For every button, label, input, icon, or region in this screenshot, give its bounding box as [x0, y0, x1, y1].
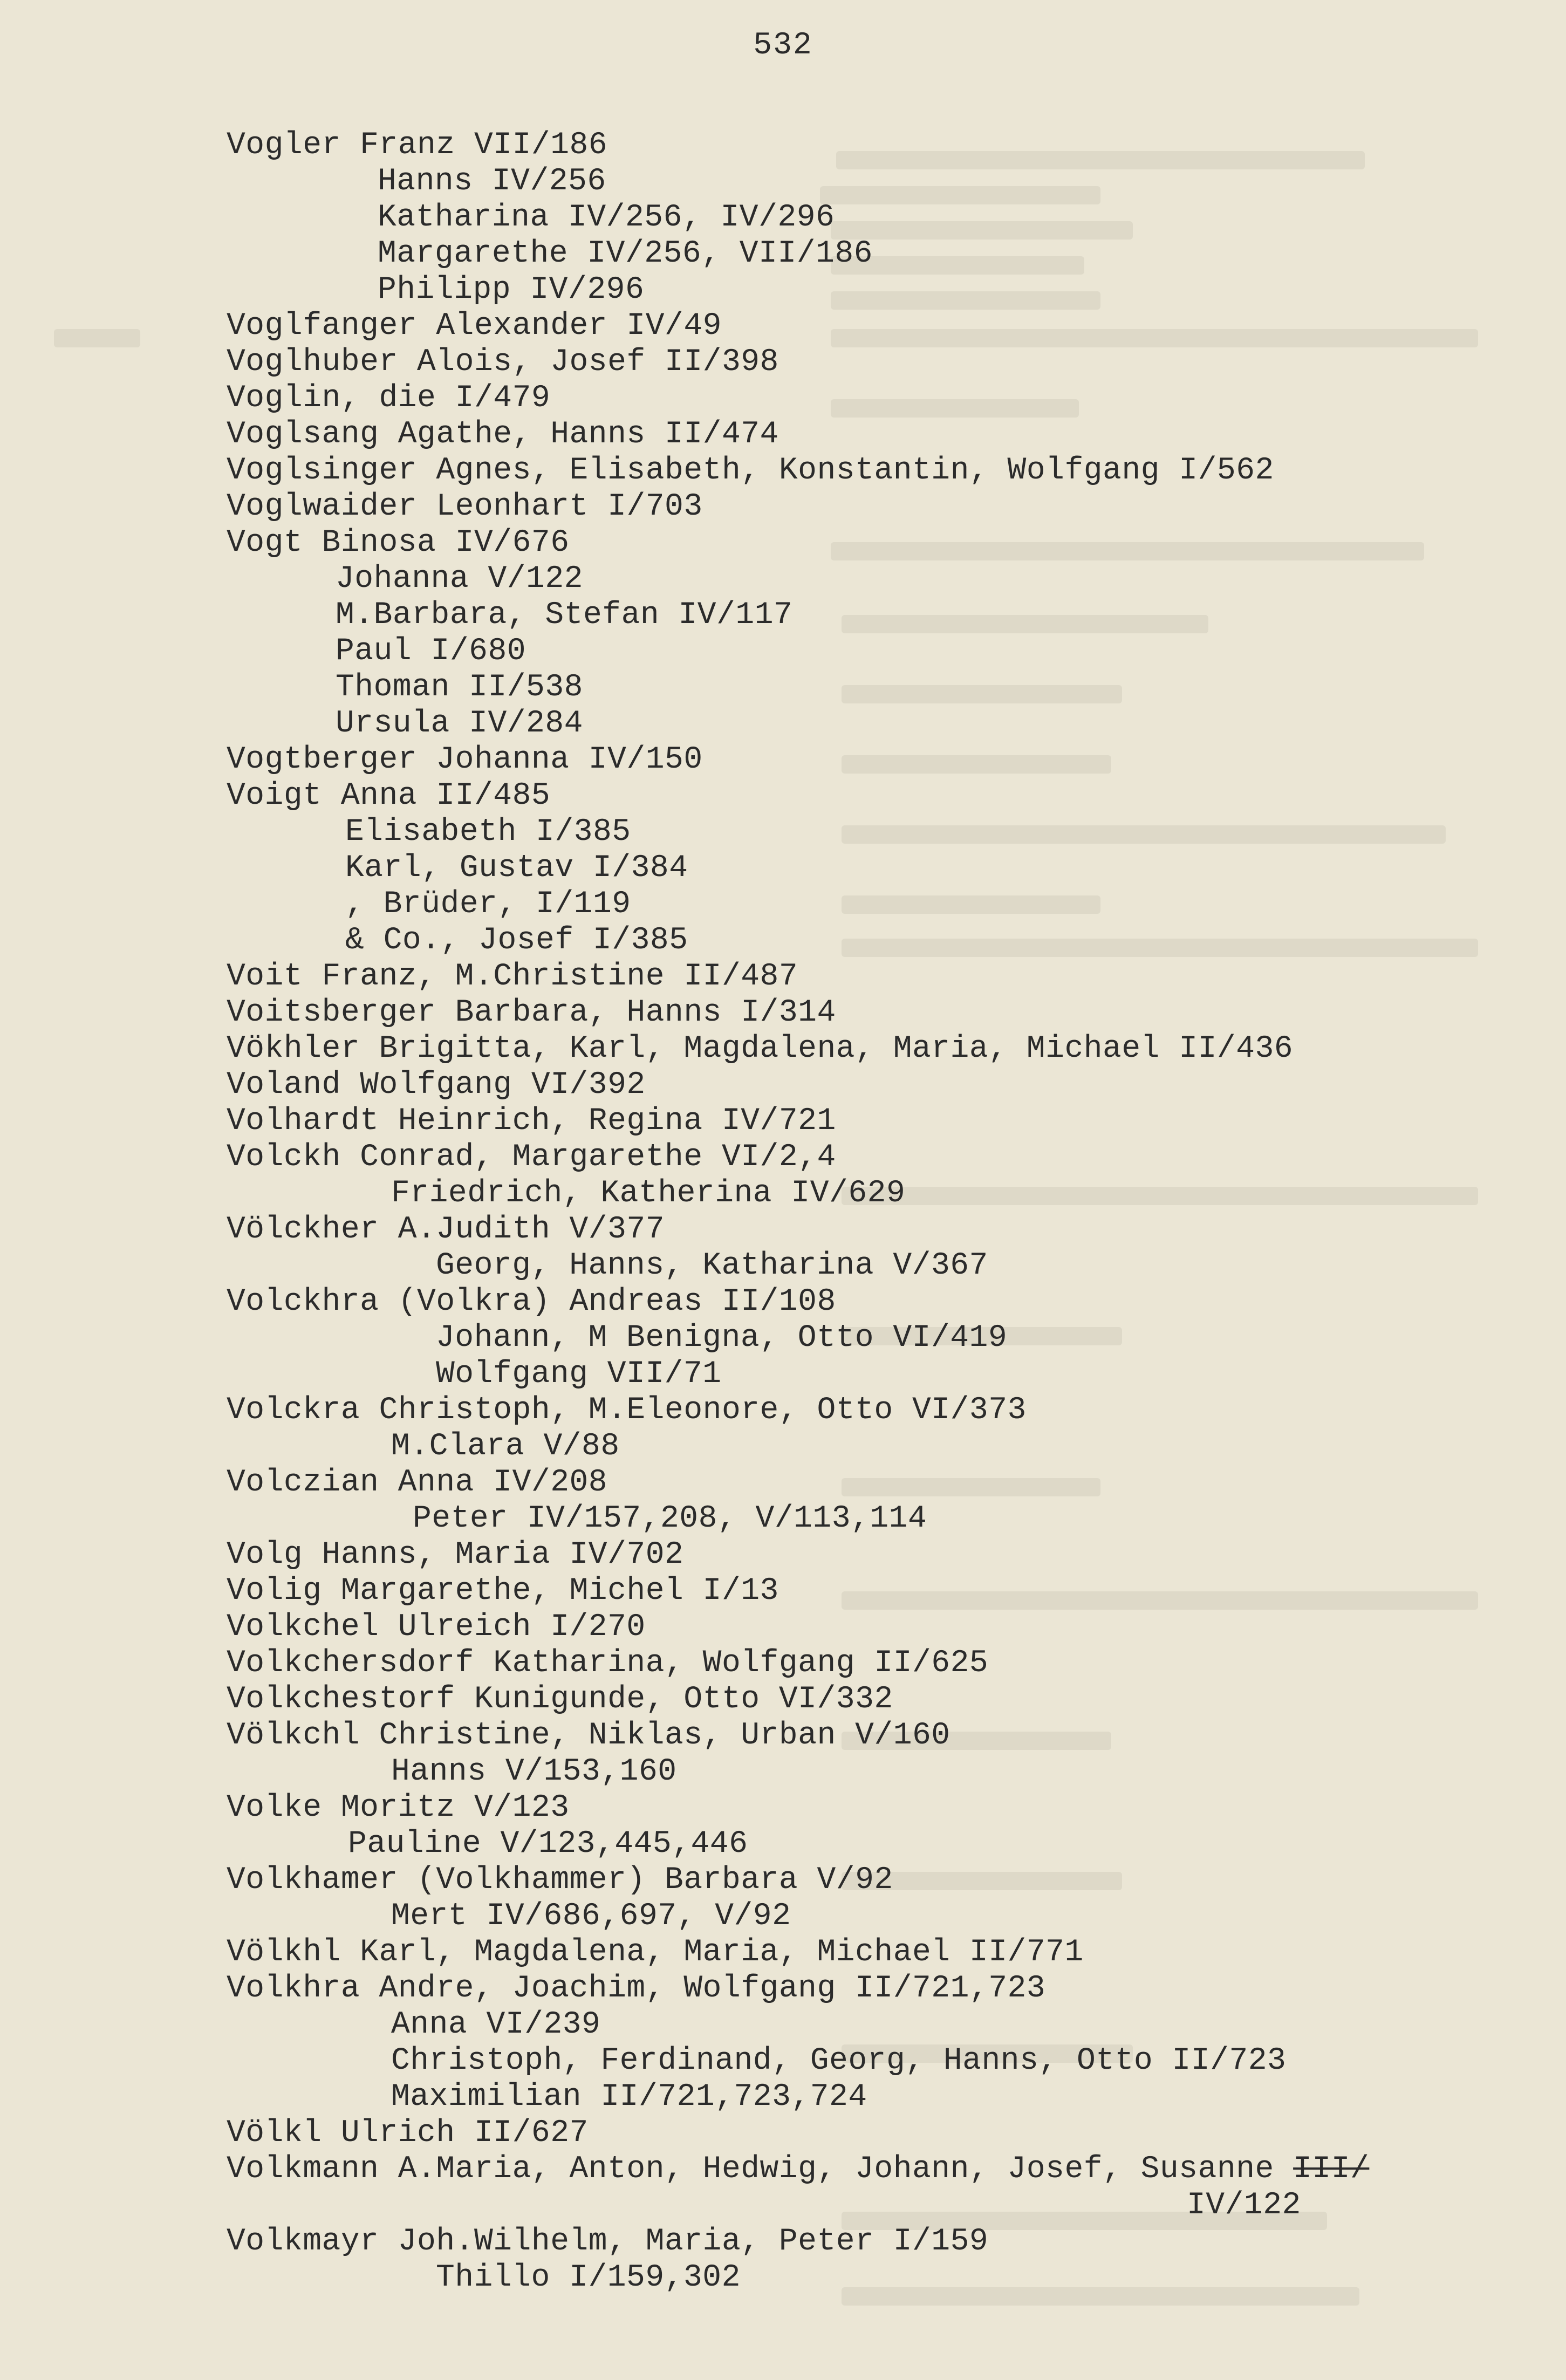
- entry-text: Völckher A.Judith V/377: [227, 1212, 665, 1247]
- entry-text: Voit Franz, M.Christine II/487: [227, 959, 798, 994]
- index-entry: [0, 1573, 1566, 1609]
- entry-text: Vogler Franz VII/186: [227, 128, 608, 163]
- index-entry: [0, 850, 1566, 886]
- entry-text: Christoph, Ferdinand, Georg, Hanns, Otto II/723: [391, 2043, 1287, 2078]
- index-entry: [0, 2187, 1566, 2224]
- index-entry: [0, 1103, 1566, 1139]
- index-entry: [0, 995, 1566, 1031]
- entry-text: Voglsinger Agnes, Elisabeth, Konstantin, Wolfgang I/562: [227, 453, 1274, 488]
- entry-text: Voglsang Agathe, Hanns II/474: [227, 417, 779, 452]
- entry-text: Volkchersdorf Katharina, Wolfgang II/625: [227, 1646, 989, 1681]
- index-entry: [0, 1392, 1566, 1428]
- entry-text: Thoman II/538: [336, 670, 583, 705]
- entry-text: Volke Moritz V/123: [227, 1790, 570, 1825]
- entry-text: & Co., Josef I/385: [345, 923, 688, 958]
- index-entry: [0, 1790, 1566, 1826]
- entry-text: Thillo I/159,302: [436, 2260, 741, 2295]
- entry-text: Volczian Anna IV/208: [227, 1465, 608, 1500]
- index-entry: [0, 272, 1566, 308]
- entry-text: Voglfanger Alexander IV/49: [227, 309, 722, 344]
- entry-text: Paul I/680: [336, 634, 526, 669]
- index-entry: [0, 1031, 1566, 1067]
- index-entry: [0, 633, 1566, 669]
- entry-text: Völkl Ulrich II/627: [227, 2116, 589, 2151]
- entry-text: Volkhamer (Volkhammer) Barbara V/92: [227, 1863, 893, 1898]
- index-entry: [0, 1862, 1566, 1898]
- entry-text: Volhardt Heinrich, Regina IV/721: [227, 1104, 836, 1139]
- entry-text: Vökhler Brigitta, Karl, Magdalena, Maria, Michael II/436: [227, 1031, 1294, 1066]
- index-entry: [0, 1971, 1566, 2007]
- index-entry: [0, 1537, 1566, 1573]
- index-entry: [0, 1609, 1566, 1645]
- entry-text: Johanna V/122: [336, 562, 583, 597]
- page-number: 532: [753, 28, 813, 63]
- index-entry: [0, 127, 1566, 163]
- entry-text: Volckhra (Volkra) Andreas II/108: [227, 1284, 836, 1319]
- index-entry: [0, 1248, 1566, 1284]
- index-entry: [0, 2151, 1566, 2187]
- index-entries: [0, 127, 1566, 2296]
- index-entry: [0, 1681, 1566, 1718]
- index-entry: [0, 597, 1566, 633]
- entry-text: Volckra Christoph, M.Eleonore, Otto VI/373: [227, 1393, 1027, 1428]
- entry-text: Maximilian II/721,723,724: [391, 2080, 867, 2115]
- index-entry: [0, 1212, 1566, 1248]
- index-entry: [0, 416, 1566, 453]
- index-entry: [0, 1501, 1566, 1537]
- entry-text: Volckh Conrad, Margarethe VI/2,4: [227, 1140, 836, 1175]
- index-entry: [0, 886, 1566, 922]
- entry-text: Volkchel Ulreich I/270: [227, 1610, 646, 1645]
- entry-text: Karl, Gustav I/384: [345, 851, 688, 886]
- entry-text: Katharina IV/256, IV/296: [378, 200, 835, 235]
- entry-text: Georg, Hanns, Katharina V/367: [436, 1248, 988, 1283]
- entry-text: IV/122: [1187, 2188, 1301, 2223]
- index-entry: [0, 922, 1566, 959]
- entry-text: Volkchestorf Kunigunde, Otto VI/332: [227, 1682, 893, 1717]
- entry-text: Völkhl Karl, Magdalena, Maria, Michael II/771: [227, 1935, 1084, 1970]
- entry-text: , Brüder, I/119: [345, 887, 631, 922]
- entry-text: Voglwaider Leonhart I/703: [227, 489, 703, 524]
- index-entry: [0, 2224, 1566, 2260]
- index-entry: [0, 2043, 1566, 2079]
- index-entry: [0, 778, 1566, 814]
- entry-text: Völkchl Christine, Niklas, Urban V/160: [227, 1718, 950, 1753]
- index-entry: [0, 308, 1566, 344]
- entry-text: Wolfgang VII/71: [436, 1357, 722, 1392]
- index-entry: [0, 1067, 1566, 1103]
- index-entry: [0, 2007, 1566, 2043]
- index-entry: [0, 2079, 1566, 2115]
- struck-reference: III/: [1293, 2152, 1370, 2187]
- entry-text: Johann, M Benigna, Otto VI/419: [436, 1321, 1008, 1356]
- entry-text: Voglin, die I/479: [227, 381, 551, 416]
- entry-text: Voigt Anna II/485: [227, 778, 551, 813]
- index-entry: [0, 1826, 1566, 1862]
- entry-text: Volg Hanns, Maria IV/702: [227, 1537, 684, 1572]
- entry-text: M.Barbara, Stefan IV/117: [336, 598, 793, 633]
- entry-text: Vogt Binosa IV/676: [227, 525, 570, 560]
- index-entry: [0, 1356, 1566, 1392]
- entry-text: Vogtberger Johanna IV/150: [227, 742, 703, 777]
- index-entry: [0, 1898, 1566, 1934]
- entry-text: Peter IV/157,208, V/113,114: [413, 1501, 927, 1536]
- index-entry: [0, 669, 1566, 706]
- index-entry: [0, 2115, 1566, 2151]
- entry-text: Ursula IV/284: [336, 706, 583, 741]
- index-entry: [0, 814, 1566, 850]
- index-entry: [0, 2260, 1566, 2296]
- entry-text: Hanns IV/256: [378, 164, 606, 199]
- index-entry: [0, 742, 1566, 778]
- index-entry: [0, 489, 1566, 525]
- entry-text: Mert IV/686,697, V/92: [391, 1899, 791, 1934]
- index-entry: [0, 1284, 1566, 1320]
- index-entry: [0, 236, 1566, 272]
- entry-text: Volkmayr Joh.Wilhelm, Maria, Peter I/159: [227, 2224, 989, 2259]
- index-entry: [0, 561, 1566, 597]
- index-entry: [0, 1934, 1566, 1971]
- entry-text: Volkhra Andre, Joachim, Wolfgang II/721,723: [227, 1971, 1046, 2006]
- index-entry: [0, 380, 1566, 416]
- index-entry: [0, 200, 1566, 236]
- index-entry: [0, 525, 1566, 561]
- entry-text: Pauline V/123,445,446: [348, 1827, 748, 1862]
- entry-text: Margarethe IV/256, VII/186: [378, 236, 873, 271]
- index-entry: [0, 1718, 1566, 1754]
- entry-text: Elisabeth I/385: [345, 815, 631, 850]
- entry-text: Volkmann A.Maria, Anton, Hedwig, Johann, Josef, Susanne: [227, 2152, 1274, 2187]
- entry-text: Philipp IV/296: [378, 272, 645, 307]
- index-entry: [0, 1428, 1566, 1465]
- entry-text: Friedrich, Katherina IV/629: [391, 1176, 906, 1211]
- entry-text: Hanns V/153,160: [391, 1754, 677, 1789]
- index-entry: [0, 163, 1566, 200]
- entry-text: Voland Wolfgang VI/392: [227, 1068, 646, 1103]
- index-entry: [0, 344, 1566, 380]
- index-entry: [0, 1754, 1566, 1790]
- index-entry: [0, 1320, 1566, 1356]
- entry-text: Volig Margarethe, Michel I/13: [227, 1574, 779, 1609]
- entry-text: Voglhuber Alois, Josef II/398: [227, 345, 779, 380]
- index-entry: [0, 1139, 1566, 1175]
- entry-text: M.Clara V/88: [391, 1429, 620, 1464]
- index-entry: [0, 706, 1566, 742]
- index-entry: [0, 1465, 1566, 1501]
- entry-text: Voitsberger Barbara, Hanns I/314: [227, 995, 836, 1030]
- entry-text: Anna VI/239: [391, 2007, 601, 2042]
- index-entry: [0, 453, 1566, 489]
- index-entry: [0, 1175, 1566, 1212]
- index-entry: [0, 959, 1566, 995]
- index-entry: [0, 1645, 1566, 1681]
